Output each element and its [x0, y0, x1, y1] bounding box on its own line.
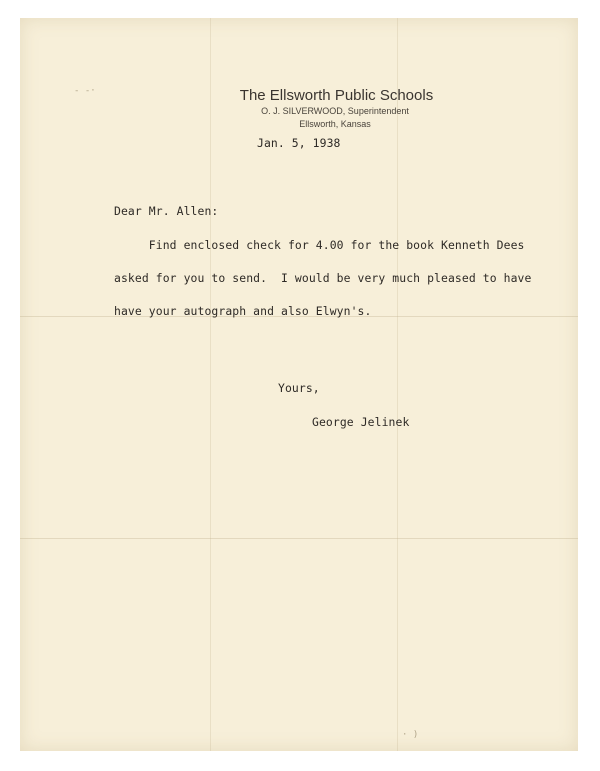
letter-body-line: asked for you to send. I would be very much pleased to have: [114, 271, 532, 285]
letter-closing: Yours,: [278, 381, 320, 395]
letter-page: [20, 18, 578, 751]
letterhead-school-name: The Ellsworth Public Schools: [239, 87, 434, 104]
paper-mark: · ): [402, 730, 419, 740]
letterhead-superintendent: O. J. SILVERWOOD, Superintendent: [261, 106, 409, 116]
fold-line: [20, 538, 578, 539]
letter-date: Jan. 5, 1938: [257, 136, 341, 150]
letter-salutation: Dear Mr. Allen:: [114, 204, 219, 218]
letter-body-line: have your autograph and also Elwyn's.: [114, 304, 372, 318]
paper-mark: - -·: [74, 86, 96, 96]
letter-body-line: Find enclosed check for 4.00 for the book Kenneth Dees: [114, 238, 525, 252]
letterhead-location: Ellsworth, Kansas: [299, 119, 371, 129]
letter-signature: George Jelinek: [312, 415, 410, 429]
